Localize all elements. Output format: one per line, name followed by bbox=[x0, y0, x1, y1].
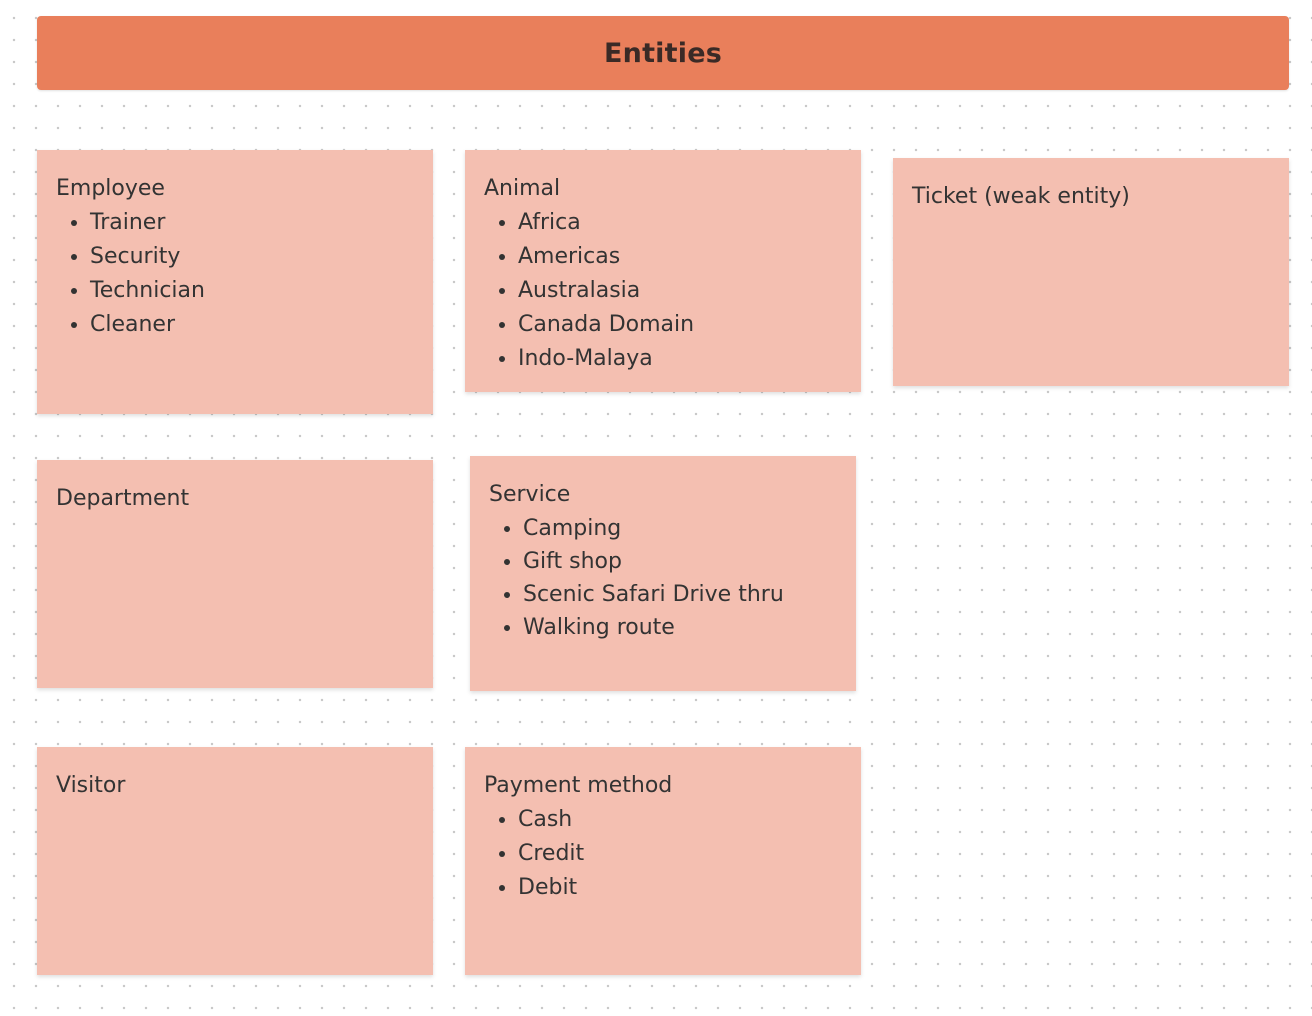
list-item: • Australasia bbox=[518, 274, 842, 308]
note-title: Department bbox=[56, 486, 190, 511]
note-title: Payment method bbox=[484, 773, 673, 798]
sticky-note-service[interactable] bbox=[470, 456, 856, 691]
list-item: • Credit bbox=[518, 837, 842, 871]
sticky-note-ticket[interactable] bbox=[893, 158, 1289, 386]
note-title: Ticket (weak entity) bbox=[912, 184, 1130, 209]
note-list bbox=[56, 206, 414, 342]
list-item: • Indo-Malaya bbox=[518, 342, 842, 376]
sticky-note-department[interactable] bbox=[37, 460, 433, 688]
note-list bbox=[484, 206, 842, 376]
sticky-note-payment-method[interactable] bbox=[465, 747, 861, 975]
list-item: • Debit bbox=[518, 871, 842, 905]
list-item: • Camping bbox=[523, 512, 837, 545]
note-title: Employee bbox=[56, 176, 165, 201]
note-title: Animal bbox=[484, 176, 561, 201]
header-title: Entities bbox=[604, 37, 722, 69]
list-item: • Scenic Safari Drive thru bbox=[523, 578, 837, 611]
list-item: • Cleaner bbox=[90, 308, 414, 342]
sticky-note-visitor[interactable] bbox=[37, 747, 433, 975]
note-list bbox=[489, 512, 837, 644]
list-item: • Security bbox=[90, 240, 414, 274]
note-list bbox=[484, 803, 842, 905]
list-item: • Walking route bbox=[523, 611, 837, 644]
list-item: • Trainer bbox=[90, 206, 414, 240]
sticky-note-animal[interactable] bbox=[465, 150, 861, 392]
list-item: • Canada Domain bbox=[518, 308, 842, 342]
sticky-note-employee[interactable] bbox=[37, 150, 433, 414]
list-item: • Gift shop bbox=[523, 545, 837, 578]
entities-header[interactable] bbox=[37, 16, 1289, 90]
list-item: • Cash bbox=[518, 803, 842, 837]
note-title: Service bbox=[489, 482, 571, 507]
list-item: • Africa bbox=[518, 206, 842, 240]
list-item: • Technician bbox=[90, 274, 414, 308]
note-title: Visitor bbox=[56, 773, 126, 798]
list-item: • Americas bbox=[518, 240, 842, 274]
